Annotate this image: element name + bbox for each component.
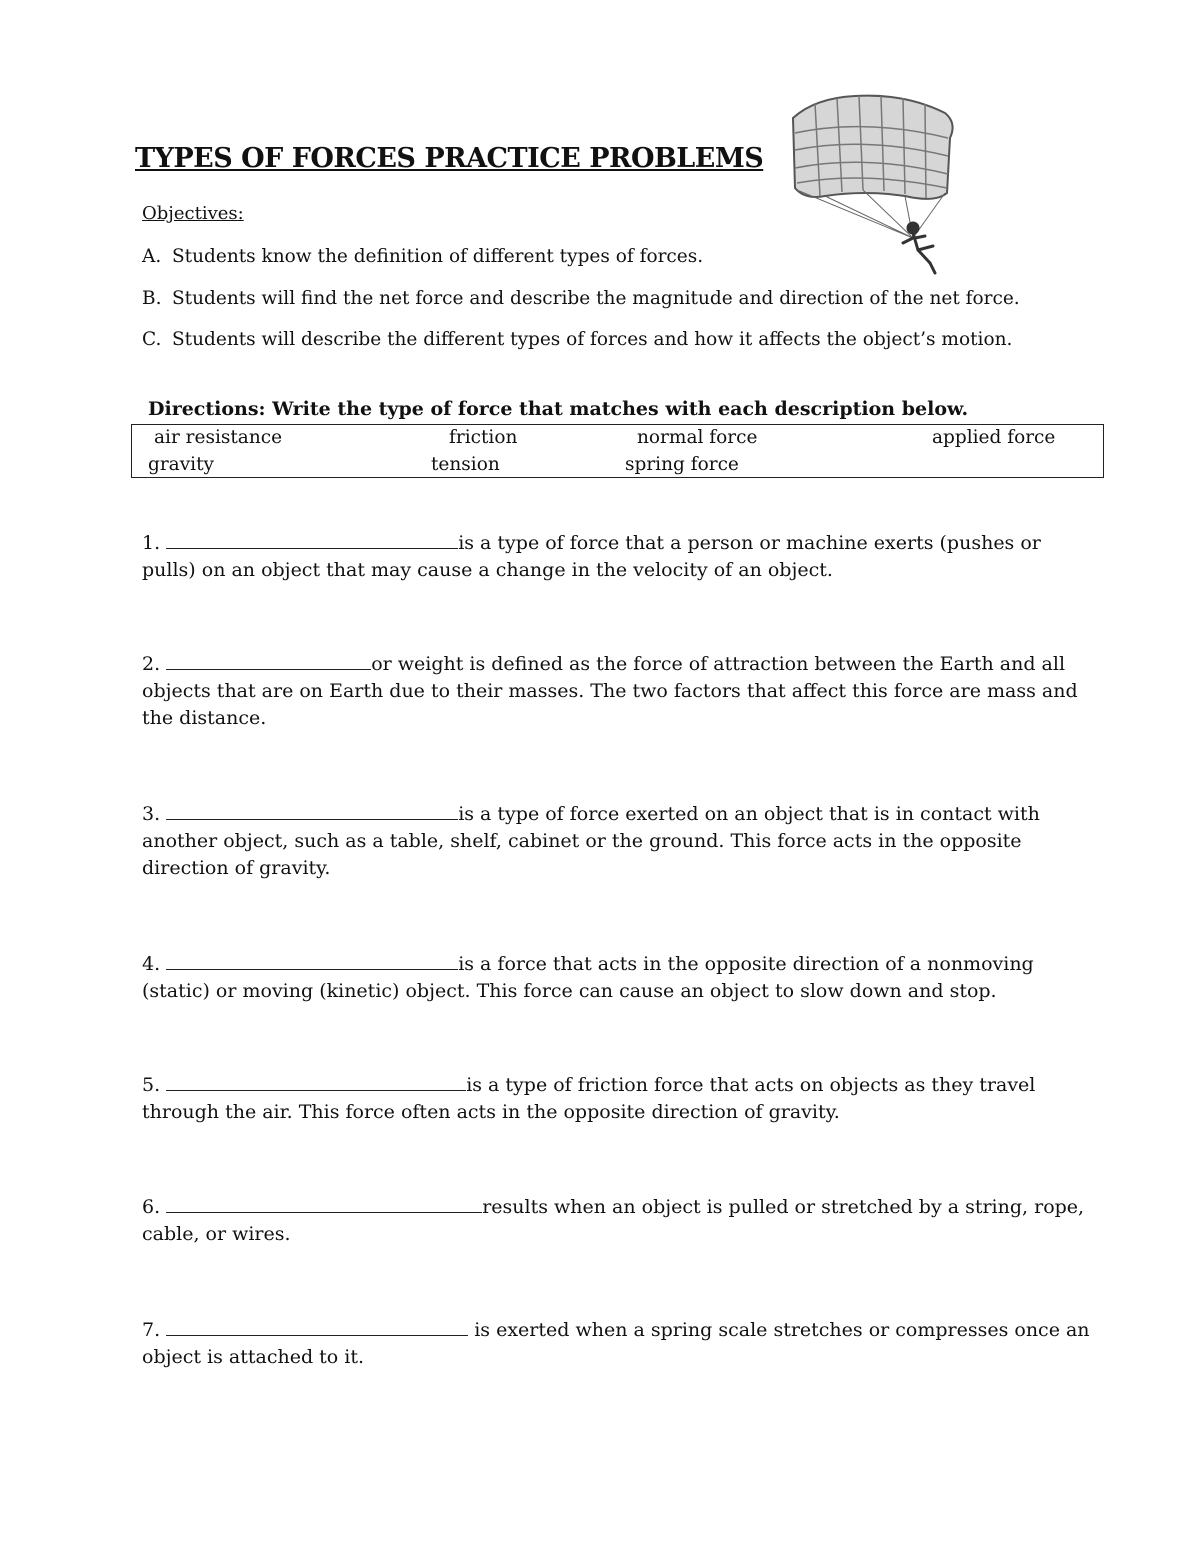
question-text: is a type of friction force that acts on objects as they travel through the air. This force often acts in the opposite direction of gravity. <box>142 1074 1036 1123</box>
word-bank-item: normal force <box>637 427 758 448</box>
question-text: is a force that acts in the opposite direction of a nonmoving (static) or moving (kinetic) object. This force can cause an object to slow down and stop. <box>142 953 1034 1002</box>
question-text: is a type of force exerted on an object that is in contact with another object, such as a table, shelf, cabinet or the ground. This force acts in the opposite direction of gravity. <box>142 803 1040 879</box>
question-item <box>142 651 1092 732</box>
answer-blank[interactable] <box>166 653 371 670</box>
word-bank-item: gravity <box>148 454 214 475</box>
objective-item <box>142 288 1020 309</box>
word-bank-item: applied force <box>932 427 1056 448</box>
question-text: or weight is defined as the force of attraction between the Earth and all objects that are on Earth due to their masses. The two factors that affect this force are mass and the distance. <box>142 653 1078 729</box>
question-number: 1. <box>142 532 161 554</box>
question-text: results when an object is pulled or stretched by a string, rope, cable, or wires. <box>142 1196 1085 1245</box>
question-item <box>142 801 1092 882</box>
answer-blank[interactable] <box>166 532 458 549</box>
parachute-icon <box>785 78 960 278</box>
word-bank-item: tension <box>431 454 500 475</box>
objective-text: Students will find the net force and describe the magnitude and direction of the net force. <box>172 288 1020 309</box>
question-item <box>142 1194 1092 1248</box>
question-text: is a type of force that a person or machine exerts (pushes or pulls) on an object that may cause a change in the velocity of an object. <box>142 532 1041 581</box>
question-number: 5. <box>142 1074 161 1096</box>
directions: Directions: Write the type of force that matches with each description below. <box>148 398 969 420</box>
question-number: 7. <box>142 1319 161 1341</box>
answer-blank[interactable] <box>166 1074 466 1091</box>
objective-text: Students know the definition of different types of forces. <box>172 246 704 267</box>
objective-item <box>142 329 1012 350</box>
objective-letter: C. <box>142 329 162 350</box>
word-bank <box>131 424 1104 478</box>
answer-blank[interactable] <box>166 803 458 820</box>
question-item <box>142 1072 1092 1126</box>
question-number: 3. <box>142 803 161 825</box>
objectives-label: Objectives: <box>142 203 244 224</box>
word-bank-item: spring force <box>625 454 739 475</box>
objective-letter: B. <box>142 288 162 309</box>
page-title: TYPES OF FORCES PRACTICE PROBLEMS <box>135 143 764 174</box>
question-item <box>142 951 1092 1005</box>
word-bank-item: air resistance <box>154 427 283 448</box>
answer-blank[interactable] <box>166 1196 482 1213</box>
answer-blank[interactable] <box>166 953 458 970</box>
question-text: is exerted when a spring scale stretches or compresses once an object is attached to it. <box>142 1319 1090 1368</box>
objective-item <box>142 246 703 267</box>
question-item <box>142 530 1092 584</box>
question-number: 2. <box>142 653 161 675</box>
word-bank-item: friction <box>449 427 518 448</box>
question-number: 6. <box>142 1196 161 1218</box>
objective-text: Students will describe the different types of forces and how it affects the object’s motion. <box>172 329 1013 350</box>
answer-blank[interactable] <box>166 1319 468 1336</box>
objective-letter: A. <box>142 246 162 267</box>
question-item <box>142 1317 1092 1371</box>
question-number: 4. <box>142 953 161 975</box>
